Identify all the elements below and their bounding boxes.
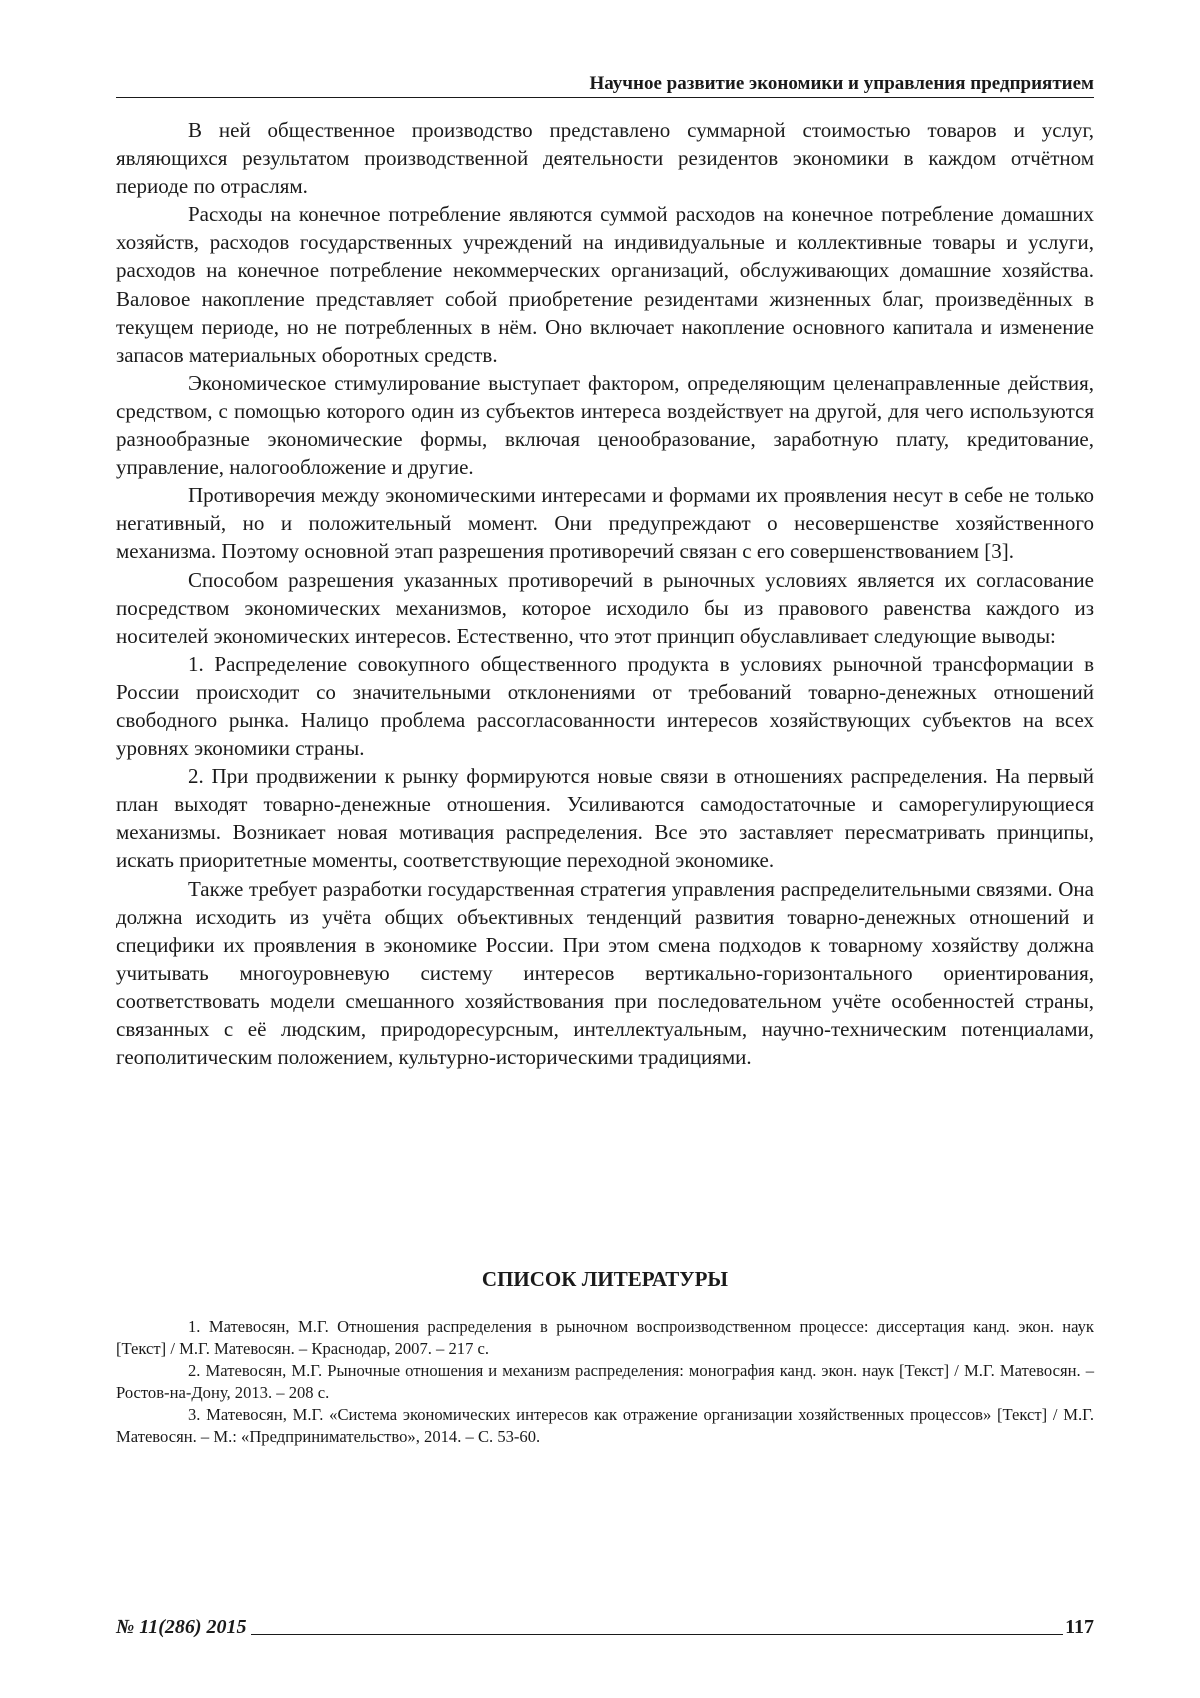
body-paragraph: Расходы на конечное потребление являются суммой расходов на конечное потребление домашних хозяйств, расходов государственных учреждений на индивидуальные и коллективные товары и услуги, расходов на конечное потребление некоммерческих организаций, обслуживающих домашние хозяйства. Валовое накопление представляет собой приобретение резидентами жизненных благ, произведённых в текущем периоде, но не потребленных в нём. Оно включает накопление основного капитала и изменение запасов материальных оборотных средств. [116,202,1094,367]
body-paragraph: Экономическое стимулирование выступает фактором, определяющим целенаправленные действия, средством, с помощью которого один из субъектов интереса воздействует на другой, для чего используются разнообразные экономические формы, включая ценообразование, заработную плату, кредитование, управление, налогообложение и другие. [116,370,1094,480]
reference-item: 1. Матевосян, М.Г. Отношения распределения в рыночном воспроизводственном процессе: диссертация канд. экон. наук [Текст] / М.Г. Матевосян. – Краснодар, 2007. – 217 с. [116,1317,1094,1358]
body-paragraph: Противоречия между экономическими интересами и формами их проявления несут в себе не только негативный, но и положительный момент. Они предупреждают о несовершенстве хозяйственного механизма. Поэтому основной этап разрешения противоречий связан с его совершенствованием [3]. [116,483,1094,564]
issue-number: № 11(286) 2015 [116,1616,247,1638]
conclusion-item-1: 1. Распределение совокупного общественного продукта в условиях рыночной трансформации в России происходит со значительными отклонениями от требований товарно-денежных отношений свободного рынка. Налицо проблема рассогласованности интересов хозяйствующих субъектов на всех уровнях экономики страны. [116,651,1094,761]
page-number: 117 [1065,1616,1094,1638]
footer-divider [251,1634,1064,1635]
body-paragraph: В ней общественное производство представлено суммарной стоимостью товаров и услуг, являющихся результатом производственной деятельности резидентов экономики в каждом отчётном периоде по отраслям. [116,118,1094,199]
references-list [116,1316,1094,1448]
reference-item: 3. Матевосян, М.Г. «Система экономических интересов как отражение организации хозяйственных процессов» [Текст] / М.Г. Матевосян. – М.: «Предпринимательство», 2014. – С. 53-60. [116,1405,1094,1446]
body-paragraph: Способом разрешения указанных противоречий в рыночных условиях является их согласование посредством экономических механизмов, которое исходило бы из правового равенства каждого из носителей экономических интересов. Естественно, что этот принцип обуславливает следующие выводы: [116,567,1094,648]
references-title: СПИСОК ЛИТЕРАТУРЫ [481,1267,729,1291]
article-body [116,116,1094,1071]
body-paragraph: Также требует разработки государственная стратегия управления распределительными связями. Она должна исходить из учёта общих объективных тенденций развития товарно-денежных отношений и специфики их проявления в экономике России. При этом смена подходов к товарному хозяйству должна учитывать многоуровневую систему интересов вертикально-горизонтального ориентирования, соответствовать модели смешанного хозяйствования при последовательном учёте особенностей страны, связанных с её людским, природоресурсным, интеллектуальным, научно-техническим потенциалами, геополитическим положением, культурно-историческими традициями. [116,876,1094,1070]
page-footer [116,1611,1094,1639]
journal-title: Научное развитие экономики и управления предприятием [589,73,1094,94]
reference-item: 2. Матевосян, М.Г. Рыночные отношения и механизм распределения: монография канд. экон. наук [Текст] / М.Г. Матевосян. – Ростов-на-Дону, 2013. – 208 с. [116,1361,1094,1402]
running-header [116,72,1094,98]
document-page [116,0,1094,1698]
conclusion-item-2: 2. При продвижении к рынку формируются новые связи в отношениях распределения. На первый план выходят товарно-денежные отношения. Усиливаются самодостаточные и саморегулирующиеся механизмы. Возникает новая мотивация распределения. Все это заставляет пересматривать принципы, искать приоритетные моменты, соответствующие переходной экономике. [116,764,1094,873]
